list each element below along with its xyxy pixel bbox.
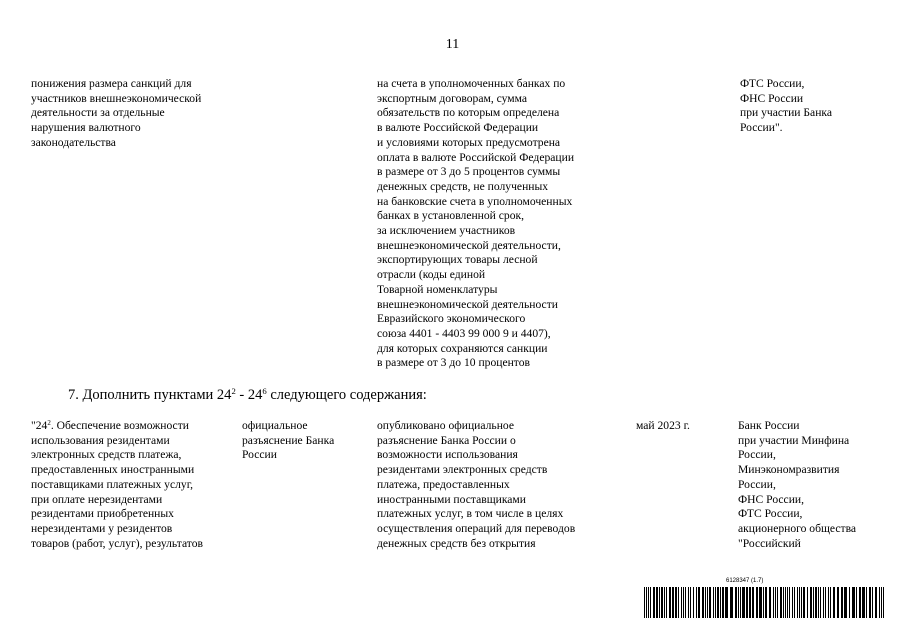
text-line: на счета в уполномоченных банках по <box>377 77 566 90</box>
barcode-bar <box>742 587 745 618</box>
text-line: обязательств по которым определена <box>377 106 560 120</box>
barcode-bar <box>801 587 802 618</box>
barcode-bar <box>683 587 684 618</box>
barcode-bar <box>783 587 784 618</box>
barcode-bar <box>666 587 667 618</box>
barcode-bar <box>866 587 867 618</box>
text-line: деятельности за отдельные <box>31 106 165 120</box>
deadline-column <box>636 419 690 434</box>
text-line: России, <box>738 477 776 491</box>
text-line: электронных средств платежа, <box>31 448 182 462</box>
barcode-bar <box>709 587 711 618</box>
text-line: в размере от 3 до 5 процентов суммы <box>377 165 561 179</box>
text-line: экспортным договорам, сумма <box>377 91 528 105</box>
barcode-bar <box>735 587 737 618</box>
text-line: банках в установленной срок, <box>377 209 525 223</box>
barcode-bar <box>759 587 762 618</box>
barcode-bar <box>752 587 754 618</box>
barcode-bar <box>833 587 835 618</box>
top-right-column <box>740 77 832 136</box>
barcode-bar <box>872 587 873 618</box>
barcode-bar <box>765 587 767 618</box>
barcode-bar <box>881 587 882 618</box>
barcode-bar <box>789 587 790 618</box>
barcode-bar <box>875 587 877 618</box>
barcode-bar <box>675 587 677 618</box>
text-line: участников внешнеэкономической <box>31 91 202 105</box>
barcode-bar <box>650 587 651 618</box>
text-line: отрасли (коды единой <box>377 268 486 282</box>
barcode-bar <box>763 587 764 618</box>
barcode-bar <box>883 587 884 618</box>
text-line: законодательства <box>31 135 116 149</box>
barcode-bar <box>688 587 689 618</box>
barcode-bar <box>823 587 824 618</box>
barcode-bar <box>659 587 660 618</box>
text-line: платежа, предоставленных <box>377 477 510 491</box>
barcode-bar <box>830 587 831 618</box>
text-line: резидентами приобретенных <box>31 507 174 521</box>
top-middle-column <box>377 77 574 371</box>
text-line: Банк России <box>738 419 800 432</box>
barcode-bar <box>852 587 855 618</box>
barcode-bar <box>740 587 741 618</box>
barcode-bar <box>837 587 839 618</box>
text-line: при оплате нерезидентами <box>31 492 163 506</box>
text-line: поставщиками платежных услуг, <box>31 477 194 491</box>
text-line: понижения размера санкций для <box>31 77 192 90</box>
barcode-bar <box>664 587 665 618</box>
barcode <box>644 587 888 618</box>
barcode-bar <box>803 587 805 618</box>
barcode-bar <box>669 587 671 618</box>
barcode-bar <box>720 587 721 618</box>
barcode-bar <box>869 587 871 618</box>
barcode-bar <box>698 587 700 618</box>
document-type-column <box>242 419 334 463</box>
barcode-bar <box>773 587 774 618</box>
item-description-first-line: "$24^2$. Обеспечение возможности <box>31 418 189 432</box>
barcode-bar <box>746 587 748 618</box>
barcode-bar <box>859 587 861 618</box>
text-line: ФТС России, <box>740 77 805 90</box>
barcode-bar <box>756 587 758 618</box>
text-line: опубликовано официальное <box>377 419 514 432</box>
barcode-bar <box>646 587 647 618</box>
text-line: официальное <box>242 419 308 432</box>
text-line: при участии Банка <box>740 106 833 120</box>
barcode-bar <box>856 587 857 618</box>
text-line: внешнеэкономической деятельности <box>377 297 558 311</box>
barcode-bar <box>678 587 679 618</box>
text-line: "Российский <box>738 536 801 550</box>
barcode-bar <box>717 587 719 618</box>
text-line: Евразийского экономического <box>377 312 526 326</box>
barcode-label: 6128347 (1.7) <box>726 578 764 584</box>
text-line: денежных средств, не полученных <box>377 179 549 193</box>
text-line: России". <box>740 121 783 135</box>
barcode-bar <box>828 587 829 618</box>
text-line: в валюте Российской Федерации <box>377 121 539 135</box>
text-line: осуществления операций для переводов <box>377 521 576 535</box>
barcode-bar <box>815 587 817 618</box>
barcode-bar <box>799 587 800 618</box>
text-line: Минэкономразвития <box>738 463 840 477</box>
barcode-bar <box>810 587 812 618</box>
barcode-bar <box>807 587 808 618</box>
barcode-bar <box>792 587 793 618</box>
text-line: на банковские счета в уполномоченных <box>377 194 573 208</box>
text-line: разъяснение Банка <box>242 433 335 447</box>
barcode-bar <box>879 587 880 618</box>
text-line: за исключением участников <box>377 224 516 238</box>
barcode-bar <box>841 587 843 618</box>
barcode-bar <box>787 587 788 618</box>
barcode-bar <box>661 587 663 618</box>
text-line: ФНС России, <box>738 492 805 506</box>
text-line: иностранными поставщиками <box>377 492 526 506</box>
barcode-bar <box>696 587 697 618</box>
barcode-bar <box>690 587 691 618</box>
barcode-bar <box>794 587 795 618</box>
barcode-bar <box>730 587 733 618</box>
text-line: экспортирующих товары лесной <box>377 253 538 267</box>
barcode-bar <box>818 587 819 618</box>
barcode-bar <box>672 587 674 618</box>
barcode-bar <box>797 587 798 618</box>
barcode-bar <box>648 587 649 618</box>
text-line: и условиями которых предусмотрена <box>377 135 561 149</box>
barcode-bar <box>705 587 706 618</box>
text-line: денежных средств без открытия <box>377 536 536 550</box>
text-line: предоставленных иностранными <box>31 463 195 477</box>
text-line: оплата в валюте Российской Федерации <box>377 150 575 164</box>
text-line: России, <box>738 448 776 462</box>
barcode-bar <box>681 587 682 618</box>
item-description-column <box>31 419 203 551</box>
text-line: использования резидентами <box>31 433 170 447</box>
barcode-bar <box>849 587 850 618</box>
barcode-bar <box>738 587 739 618</box>
text-line: акционерного общества <box>738 521 857 535</box>
section-heading: 7. Дополнить пунктами $24^2 - 24^6$ следующего содержания: <box>68 385 427 403</box>
item-description-rest <box>31 434 203 552</box>
top-left-column <box>31 77 201 151</box>
barcode-bar <box>702 587 704 618</box>
barcode-bar <box>825 587 826 618</box>
barcode-bar <box>820 587 821 618</box>
text-line: резидентами электронных средств <box>377 463 548 477</box>
barcode-bar <box>656 587 658 618</box>
page-number: 11 <box>445 37 460 52</box>
responsible-column <box>738 419 856 551</box>
text-line: внешнеэкономической деятельности, <box>377 238 561 252</box>
text-line: для которых сохраняются санкции <box>377 341 548 355</box>
barcode-bar <box>769 587 771 618</box>
barcode-bar <box>707 587 708 618</box>
barcode-bar <box>777 587 778 618</box>
barcode-bar <box>775 587 776 618</box>
barcode-bar <box>653 587 655 618</box>
barcode-bar <box>693 587 694 618</box>
text-line: разъяснение Банка России о <box>377 433 516 447</box>
barcode-bar <box>844 587 847 618</box>
barcode-bar <box>644 587 645 618</box>
barcode-bar <box>862 587 865 618</box>
text-line: май 2023 г. <box>636 419 690 432</box>
text-line: товаров (работ, услуг), результатов <box>31 536 203 550</box>
barcode-bar <box>813 587 814 618</box>
barcode-bar <box>685 587 686 618</box>
barcode-bar <box>722 587 724 618</box>
text-line: ФТС России, <box>738 507 803 521</box>
barcode-bar <box>713 587 714 618</box>
text-line: Товарной номенклатуры <box>377 282 498 296</box>
barcode-bar <box>780 587 782 618</box>
barcode-bar <box>715 587 716 618</box>
text-line: в размере от 3 до 10 процентов <box>377 356 530 370</box>
text-line: нарушения валютного <box>31 121 141 135</box>
text-line: России <box>242 448 277 462</box>
text-line: возможности использования <box>377 448 518 462</box>
text-line: при участии Минфина <box>738 433 850 447</box>
text-line: союза 4401 - 4403 99 000 9 и 4407), <box>377 326 551 340</box>
text-line: платежных услуг, в том числе в целях <box>377 507 564 521</box>
barcode-bar <box>785 587 786 618</box>
text-line: нерезидентами у резидентов <box>31 521 173 535</box>
expected-result-column <box>377 419 575 551</box>
barcode-bar <box>725 587 728 618</box>
text-line: ФНС России <box>740 91 804 105</box>
barcode-bar <box>749 587 751 618</box>
